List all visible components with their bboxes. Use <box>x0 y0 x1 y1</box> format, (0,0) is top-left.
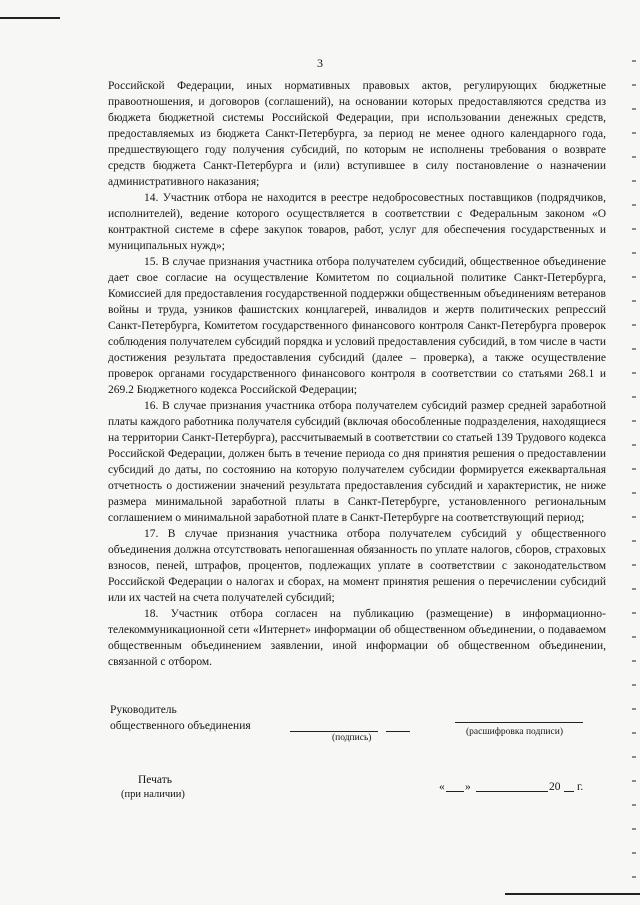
paragraph-16: 16. В случае признания участника отбора получателем субсидий размер средней заработной платы каждого работника получателя субсидий (включая обособленные подразделения, находящиеся на территории Санкт-Петербурга), рассчитываемый в соответствии со статьей 139 Трудового кодекса Российской Федерации, должен быть в течение периода со дня принятия решения о предоставлении субсидий до даты, по состоянию на которую получателем субсидии формируется ежеквартальная отчетность о достижении значений результата предоставления субсидий и характеристик, не ниже размера минимальной заработной платы в Санкт-Петербурге, установленного региональным соглашением о минимальной заработной плате в Санкт-Петербурге на соответствующий период; <box>108 400 606 524</box>
scan-edge-mark <box>0 17 60 19</box>
paragraph-18: 18. Участник отбора согласен на публикацию (размещение) в информационно-телекоммуникационной сети «Интернет» информации об общественном объединении, о подаваемом общественным объединением заявлении, иной информации об общественном объединении, связанной с отбором. <box>108 608 606 668</box>
date-open-quote: « <box>439 781 445 793</box>
date-year-suffix: г. <box>577 781 584 793</box>
date-month-blank <box>476 791 548 792</box>
signatory-role-line1: Руководитель <box>110 704 177 716</box>
signature-decode-line <box>455 722 583 723</box>
date-day-blank <box>446 791 464 792</box>
page-number: 3 <box>317 56 323 70</box>
paragraph-14: 14. Участник отбора не находится в реестре недобросовестных поставщиков (подрядчиков, исполнителей), ведение которого осуществляется в соответствии с Федеральным законом «О контрактной системе в сфере закупок товаров, работ, услуг для обеспечения государственных и муниципальных нужд»; <box>108 192 606 252</box>
stamp-label: Печать <box>138 774 172 786</box>
signature-line-tail <box>386 731 410 732</box>
signature-caption: (подпись) <box>332 733 372 743</box>
signatory-role-line2: общественного объединения <box>110 720 251 732</box>
scan-margin-marks <box>632 60 636 880</box>
date-century: 20 <box>549 781 561 793</box>
scan-edge-mark-bottom <box>505 893 640 895</box>
paragraph-15: 15. В случае признания участника отбора получателем субсидий, общественное объединение дает свое согласие на осуществление Комитетом по социальной политике Санкт-Петербурга, Комиссией для предоставления государственной поддержки общественным объединениям ветеранов войны и труда, узников фашистских концлагерей, инвалидов и жертв политических репрессий Санкт-Петербурга, Комитетом государственного финансового контроля Санкт-Петербурга проверок соблюдения получателем субсидий порядка и условий предоставления субсидий, в том числе в части достижения результата предоставления субсидий (далее – проверка), а также осуществление проверок органами государственного финансового контроля в соответствии со статьями 268.1 и 269.2 Бюджетного кодекса Российской Федерации; <box>108 256 606 396</box>
date-close-quote: » <box>465 781 471 793</box>
date-year-blank <box>564 791 574 792</box>
document-body <box>108 78 606 670</box>
signature-decode-caption: (расшифровка подписи) <box>466 727 563 737</box>
signature-line <box>290 731 378 732</box>
stamp-note: (при наличии) <box>121 789 185 800</box>
paragraph-continuation: Российской Федерации, иных нормативных правовых актов, регулирующих бюджетные правоотношения, и договоров (соглашений), на основании которых предоставляются средства из бюджета бюджетной системы Российской Федерации, при использовании денежных средств, предоставляемых из бюджета Санкт-Петербурга, за период не менее одного календарного года, предшествующего году получения субсидий, по которым не исполнены требования о возврате средств бюджета Санкт-Петербурга и (или) вступившее в силу постановление о назначении административного наказания; <box>108 80 606 188</box>
paragraph-17: 17. В случае признания участника отбора получателем субсидий у общественного объединения должна отсутствовать непогашенная обязанность по уплате налогов, сборов, страховых взносов, пеней, штрафов, процентов, подлежащих уплате в соответствии с законодательством Российской Федерации о налогах и сборах, на момент принятия решения о перечислении субсидий или их частей на счета получателей субсидий; <box>108 528 606 604</box>
